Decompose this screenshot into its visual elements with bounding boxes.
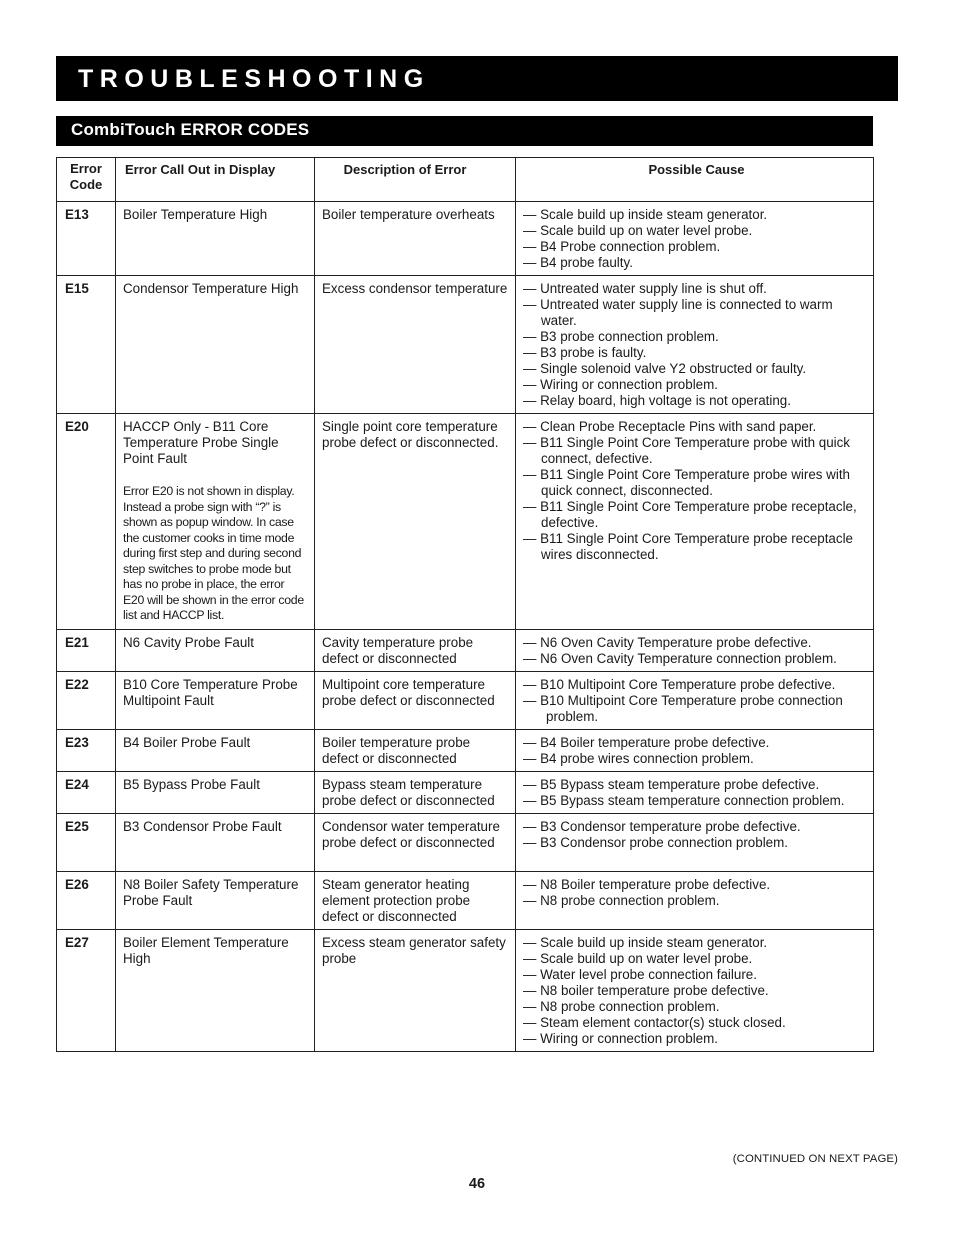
error-description: Cavity temperature probe defect or disconnected	[315, 630, 516, 672]
error-callout-text: HACCP Only - B11 Core Temperature Probe Single Point Fault	[123, 419, 279, 466]
header-possible-cause: Possible Cause	[516, 158, 874, 202]
possible-cause	[516, 276, 874, 414]
cause-item: — B3 Condensor probe connection problem.	[523, 835, 788, 850]
table-row	[57, 414, 874, 630]
cause-item: — Water level probe connection failure.	[523, 967, 757, 982]
cause-item: — B4 probe wires connection problem.	[523, 751, 754, 766]
table-row	[57, 930, 874, 1052]
table-row	[57, 672, 874, 730]
error-code: E21	[57, 630, 116, 672]
error-callout	[116, 772, 315, 814]
error-code: E13	[57, 202, 116, 276]
cause-item: — N8 probe connection problem.	[523, 893, 720, 908]
error-callout	[116, 414, 315, 630]
cause-item: — Single solenoid valve Y2 obstructed or faulty.	[523, 361, 807, 376]
possible-cause	[516, 414, 874, 630]
page-number: 46	[468, 1176, 486, 1192]
error-code: E26	[57, 872, 116, 930]
cause-item: — B4 probe faulty.	[523, 255, 633, 270]
error-code: E15	[57, 276, 116, 414]
error-callout	[116, 930, 315, 1052]
table-row	[57, 276, 874, 414]
cause-item: — B4 Boiler temperature probe defective.	[523, 735, 770, 750]
error-description: Boiler temperature probe defect or disconnected	[315, 730, 516, 772]
error-code: E25	[57, 814, 116, 872]
cause-item: — B11 Single Point Core Temperature probe receptacle, defective.	[523, 499, 857, 530]
error-description: Multipoint core temperature probe defect or disconnected	[315, 672, 516, 730]
error-description: Single point core temperature probe defect or disconnected.	[315, 414, 516, 630]
error-callout-text: Boiler Temperature High	[123, 207, 268, 222]
page-title: TROUBLESHOOTING	[56, 56, 898, 101]
cause-item: — Wiring or connection problem.	[523, 1031, 718, 1046]
error-description: Bypass steam temperature probe defect or disconnected	[315, 772, 516, 814]
error-callout-text: B5 Bypass Probe Fault	[123, 777, 260, 792]
section-title: CombiTouch ERROR CODES	[56, 116, 873, 146]
possible-cause	[516, 772, 874, 814]
header-description: Description of Error	[315, 158, 516, 202]
cause-item: — B4 Probe connection problem.	[523, 239, 721, 254]
error-callout-text: B4 Boiler Probe Fault	[123, 735, 251, 750]
table-row	[57, 630, 874, 672]
cause-item: — B5 Bypass steam temperature connection problem.	[523, 793, 845, 808]
possible-cause	[516, 672, 874, 730]
error-callout	[116, 814, 315, 872]
header-error-code: Error Code	[57, 158, 116, 202]
possible-cause	[516, 202, 874, 276]
cause-item: — Scale build up on water level probe.	[523, 951, 753, 966]
error-code: E23	[57, 730, 116, 772]
cause-item: — B11 Single Point Core Temperature probe wires with quick connect, disconnected.	[523, 467, 850, 498]
error-callout-text: B10 Core Temperature Probe Multipoint Fault	[123, 677, 298, 708]
cause-item: — B11 Single Point Core Temperature probe receptacle wires disconnected.	[523, 531, 853, 562]
possible-cause	[516, 814, 874, 872]
error-code: E20	[57, 414, 116, 630]
cause-item: — B3 probe connection problem.	[523, 329, 719, 344]
table-row	[57, 772, 874, 814]
error-description: Excess condensor temperature	[315, 276, 516, 414]
possible-cause	[516, 930, 874, 1052]
error-description: Boiler temperature overheats	[315, 202, 516, 276]
cause-item: — Wiring or connection problem.	[523, 377, 718, 392]
header-error-callout: Error Call Out in Display	[116, 158, 315, 202]
cause-item: — N6 Oven Cavity Temperature probe defective.	[523, 635, 812, 650]
error-callout-text: Condensor Temperature High	[123, 281, 299, 296]
error-callout-note: Error E20 is not shown in display. Instead a probe sign with “?” is shown as popup window. In case the customer cooks in time mode during first step and during second step switches to probe mode but has no probe in place, the error E20 will be shown in the error code list and HACCP list.	[123, 484, 304, 622]
table-row	[57, 730, 874, 772]
table-row	[57, 202, 874, 276]
possible-cause	[516, 872, 874, 930]
continued-note: (CONTINUED ON NEXT PAGE)	[732, 1153, 898, 1165]
error-code: E22	[57, 672, 116, 730]
cause-item: — N6 Oven Cavity Temperature connection problem.	[523, 651, 837, 666]
error-callout	[116, 630, 315, 672]
error-callout	[116, 672, 315, 730]
table-header-row	[57, 158, 874, 202]
cause-item: — B5 Bypass steam temperature probe defective.	[523, 777, 820, 792]
cause-item: — N8 probe connection problem.	[523, 999, 720, 1014]
table-row	[57, 872, 874, 930]
error-description: Condensor water temperature probe defect or disconnected	[315, 814, 516, 872]
cause-item: — Steam element contactor(s) stuck closed.	[523, 1015, 786, 1030]
error-callout	[116, 730, 315, 772]
possible-cause	[516, 730, 874, 772]
cause-item: — B10 Multipoint Core Temperature probe connection problem.	[523, 693, 843, 724]
error-callout	[116, 872, 315, 930]
error-callout-text: Boiler Element Temperature High	[123, 935, 289, 966]
error-callout-text: N8 Boiler Safety Temperature Probe Fault	[123, 877, 299, 908]
error-callout-text: N6 Cavity Probe Fault	[123, 635, 254, 650]
cause-item: — Relay board, high voltage is not operating.	[523, 393, 791, 408]
cause-item: — Scale build up inside steam generator.	[523, 935, 768, 950]
cause-item: — Untreated water supply line is shut off.	[523, 281, 767, 296]
error-code: E24	[57, 772, 116, 814]
cause-item: — B10 Multipoint Core Temperature probe defective.	[523, 677, 836, 692]
cause-item: — Clean Probe Receptacle Pins with sand paper.	[523, 419, 817, 434]
cause-item: — B11 Single Point Core Temperature probe with quick connect, defective.	[523, 435, 851, 466]
cause-item: — B3 Condensor temperature probe defective.	[523, 819, 801, 834]
cause-item: — Scale build up inside steam generator.	[523, 207, 768, 222]
cause-item: — B3 probe is faulty.	[523, 345, 647, 360]
error-callout	[116, 202, 315, 276]
error-callout-text: B3 Condensor Probe Fault	[123, 819, 282, 834]
error-code: E27	[57, 930, 116, 1052]
cause-item: — Scale build up on water level probe.	[523, 223, 753, 238]
possible-cause	[516, 630, 874, 672]
cause-item: — Untreated water supply line is connected to warm water.	[523, 297, 833, 328]
error-callout	[116, 276, 315, 414]
cause-item: — N8 boiler temperature probe defective.	[523, 983, 769, 998]
table-row	[57, 814, 874, 872]
error-description: Steam generator heating element protection probe defect or disconnected	[315, 872, 516, 930]
error-codes-table	[56, 157, 874, 1052]
cause-item: — N8 Boiler temperature probe defective.	[523, 877, 771, 892]
error-description: Excess steam generator safety probe	[315, 930, 516, 1052]
